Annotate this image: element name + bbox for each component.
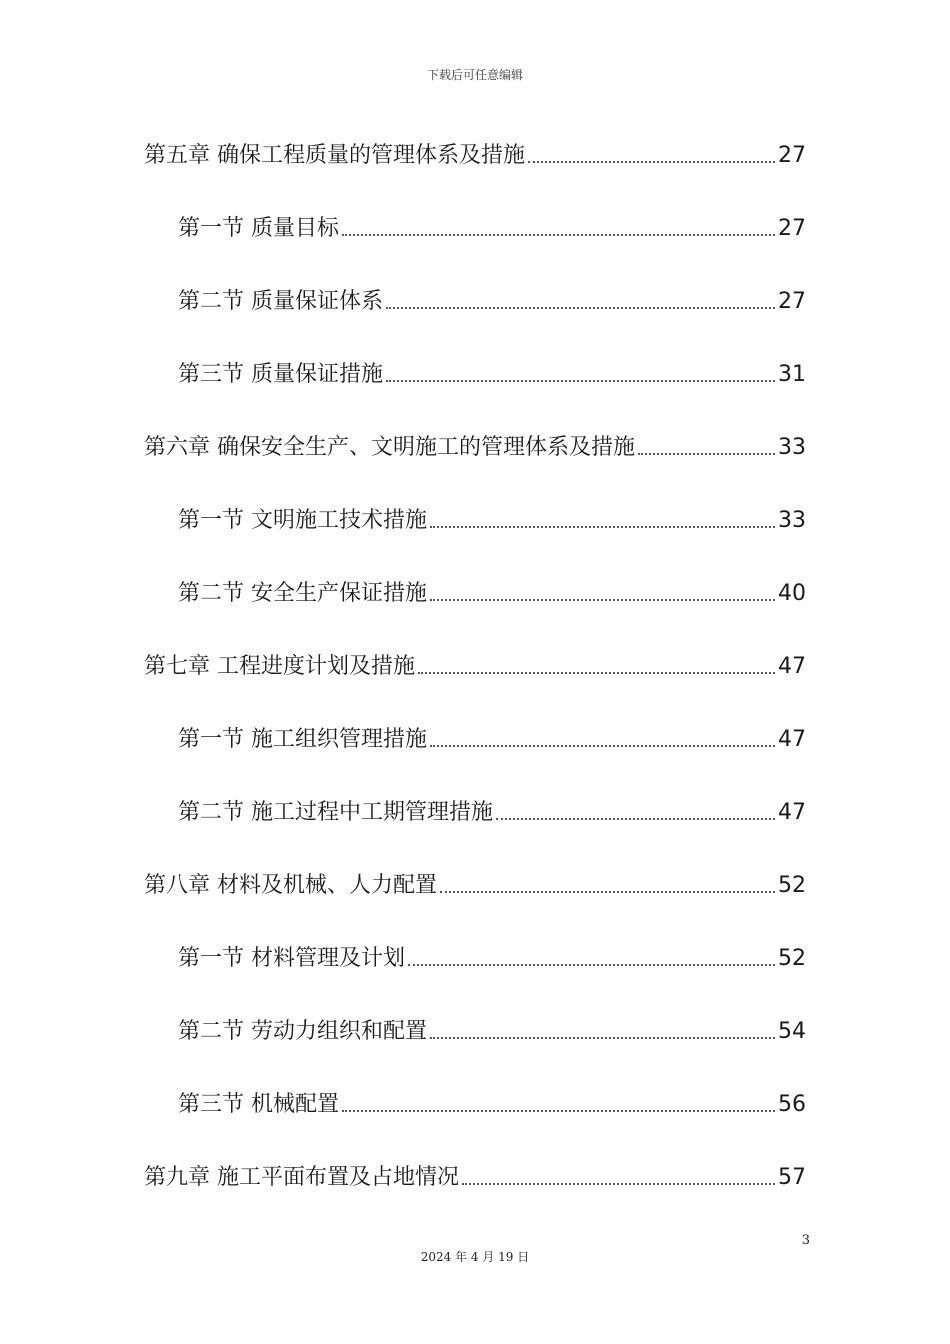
page-number: 3 <box>801 1233 810 1248</box>
toc-dot-leader <box>638 453 775 455</box>
toc-section-entry[interactable] <box>178 276 806 316</box>
toc-entry-page: 33 <box>778 508 806 533</box>
toc-section-entry[interactable] <box>178 203 806 243</box>
toc-entry-title: 第二节 安全生产保证措施 <box>178 581 427 606</box>
toc-section-entry[interactable] <box>178 787 806 827</box>
toc-entry-page: 54 <box>778 1019 806 1044</box>
toc-section-entry[interactable] <box>178 568 806 608</box>
toc-entry-page: 52 <box>778 946 806 971</box>
toc-entry-title: 第三节 机械配置 <box>178 1092 339 1117</box>
toc-section-entry[interactable] <box>178 714 806 754</box>
toc-section-entry[interactable] <box>178 933 806 973</box>
toc-entry-title: 第三节 质量保证措施 <box>178 362 383 387</box>
toc-dot-leader <box>386 307 775 309</box>
toc-entry-page: 47 <box>778 800 806 825</box>
toc-entry-title: 第九章 施工平面布置及占地情况 <box>144 1165 459 1190</box>
toc-chapter-entry[interactable] <box>144 422 806 462</box>
toc-section-entry[interactable] <box>178 1006 806 1046</box>
toc-entry-page: 57 <box>778 1165 806 1190</box>
toc-dot-leader <box>430 1037 775 1039</box>
toc-entry-title: 第五章 确保工程质量的管理体系及措施 <box>144 143 525 168</box>
page-footer-date: 2024 年 4 月 19 日 <box>420 1250 530 1264</box>
toc-dot-leader <box>430 526 775 528</box>
toc-chapter-entry[interactable] <box>144 1152 806 1192</box>
toc-chapter-entry[interactable] <box>144 130 806 170</box>
toc-dot-leader <box>430 745 775 747</box>
toc-dot-leader <box>440 891 775 893</box>
toc-chapter-entry[interactable] <box>144 860 806 900</box>
toc-dot-leader <box>342 1110 775 1112</box>
toc-entry-title: 第二节 质量保证体系 <box>178 289 383 314</box>
toc-chapter-entry[interactable] <box>144 641 806 681</box>
toc-entry-title: 第二节 施工过程中工期管理措施 <box>178 800 493 825</box>
toc-entry-title: 第八章 材料及机械、人力配置 <box>144 873 437 898</box>
toc-dot-leader <box>528 161 775 163</box>
toc-dot-leader <box>386 380 775 382</box>
toc-entry-page: 33 <box>778 435 806 460</box>
toc-dot-leader <box>462 1183 775 1185</box>
toc-section-entry[interactable] <box>178 349 806 389</box>
toc-dot-leader <box>418 672 775 674</box>
toc-dot-leader <box>496 818 775 820</box>
toc-entry-title: 第一节 文明施工技术措施 <box>178 508 427 533</box>
toc-entry-title: 第一节 材料管理及计划 <box>178 946 405 971</box>
toc-dot-leader <box>408 964 775 966</box>
toc-entry-page: 31 <box>778 362 806 387</box>
toc-entry-page: 27 <box>778 143 806 168</box>
toc-entry-title: 第一节 质量目标 <box>178 216 339 241</box>
toc-entry-title: 第一节 施工组织管理措施 <box>178 727 427 752</box>
toc-entry-page: 56 <box>778 1092 806 1117</box>
toc-entry-title: 第二节 劳动力组织和配置 <box>178 1019 427 1044</box>
toc-entry-page: 52 <box>778 873 806 898</box>
toc-entry-title: 第六章 确保安全生产、文明施工的管理体系及措施 <box>144 435 635 460</box>
toc-entry-page: 47 <box>778 654 806 679</box>
page-header: 下载后可任意编辑 <box>426 68 523 82</box>
toc-dot-leader <box>342 234 775 236</box>
toc-section-entry[interactable] <box>178 1079 806 1119</box>
toc-entry-page: 47 <box>778 727 806 752</box>
toc-entry-page: 27 <box>778 216 806 241</box>
toc-entry-title: 第七章 工程进度计划及措施 <box>144 654 415 679</box>
toc-dot-leader <box>430 599 775 601</box>
toc-entry-page: 27 <box>778 289 806 314</box>
toc-entry-page: 40 <box>778 581 806 606</box>
toc-section-entry[interactable] <box>178 495 806 535</box>
